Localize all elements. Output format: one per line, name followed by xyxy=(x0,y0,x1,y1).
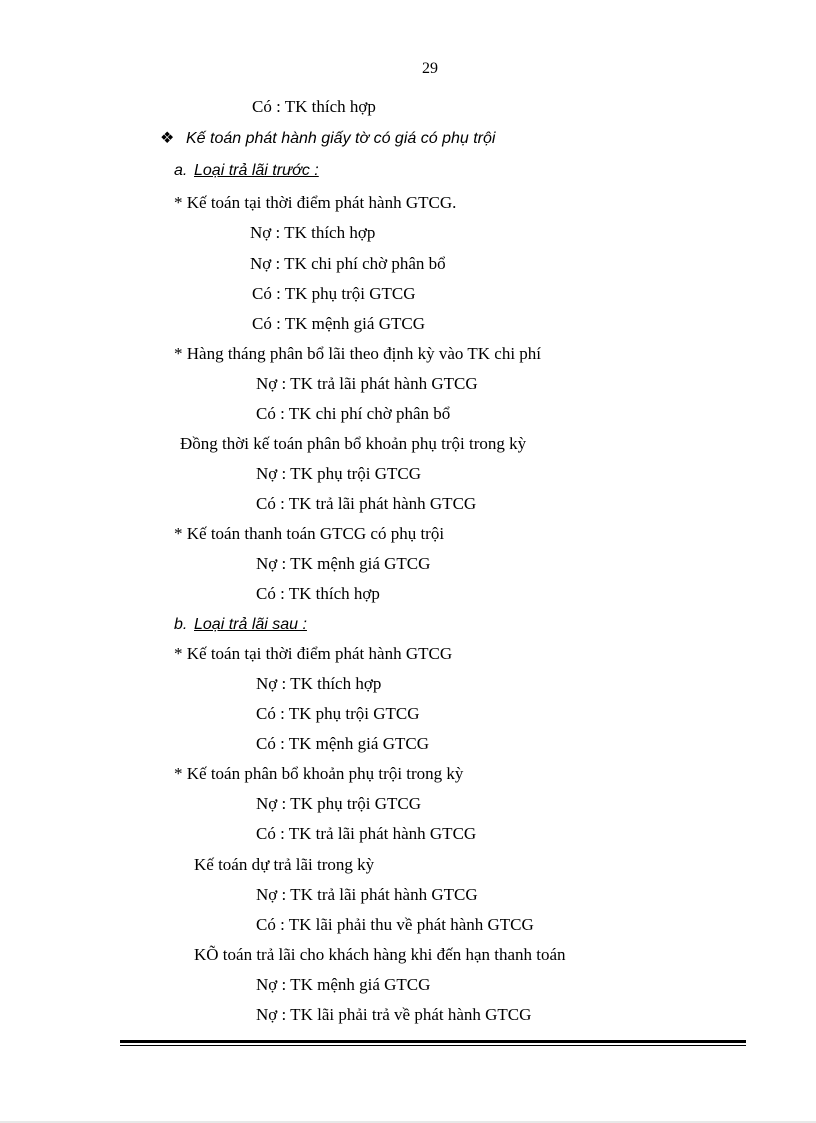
text-line: Nợ : TK lãi phải trả về phát hành GTCG xyxy=(256,1005,532,1024)
subsection-letter: a. xyxy=(174,162,188,179)
text-line: Nợ : TK mệnh giá GTCG xyxy=(256,554,431,573)
text-line: * Kế toán thanh toán GTCG có phụ trội xyxy=(174,524,445,543)
text-line: * Kế toán tại thời điểm phát hành GTCG. xyxy=(174,193,457,212)
footer-rule-thick xyxy=(120,1040,746,1043)
subsection-title: Loại trả lãi sau : xyxy=(194,616,307,633)
text-line: Có : TK thích hợp xyxy=(256,584,380,603)
footer-rule-thin xyxy=(120,1045,746,1046)
page-number: 29 xyxy=(422,60,438,77)
text-line: Đồng thời kế toán phân bổ khoản phụ trội trong kỳ xyxy=(180,434,527,453)
text-line: Có : TK lãi phải thu về phát hành GTCG xyxy=(256,915,534,934)
text-line: Nợ : TK chi phí chờ phân bổ xyxy=(250,254,446,273)
text-line: KÕ toán trả lãi cho khách hàng khi đến hạn thanh toán xyxy=(194,945,566,964)
diamond-bullet-icon: ❖ xyxy=(160,130,175,147)
text-line: Có : TK mệnh giá GTCG xyxy=(252,314,425,333)
text-line: Có : TK phụ trội GTCG xyxy=(256,704,420,723)
text-line: Nợ : TK mệnh giá GTCG xyxy=(256,975,431,994)
subsection-title: Loại trả lãi trước : xyxy=(194,162,319,179)
text-line: Nợ : TK phụ trội GTCG xyxy=(256,794,421,813)
text-line: Có : TK trả lãi phát hành GTCG xyxy=(256,494,477,513)
text-line: * Kế toán phân bổ khoản phụ trội trong kỳ xyxy=(174,764,464,783)
text-line: Có : TK trả lãi phát hành GTCG xyxy=(256,824,477,843)
text-line: Có : TK chi phí chờ phân bổ xyxy=(256,404,451,423)
subsection-letter: b. xyxy=(174,616,188,633)
text-line: Nợ : TK thích hợp xyxy=(256,674,382,693)
text-line: Có : TK mệnh giá GTCG xyxy=(256,734,429,753)
section-heading: Kế toán phát hành giấy tờ có giá có phụ trội xyxy=(186,130,496,147)
text-line: * Kế toán tại thời điểm phát hành GTCG xyxy=(174,644,453,663)
text-line: Kế toán dự trả lãi trong kỳ xyxy=(194,855,375,874)
text-line: Nợ : TK trả lãi phát hành GTCG xyxy=(256,374,478,393)
text-line: Nợ : TK phụ trội GTCG xyxy=(256,464,421,483)
text-line: Có : TK phụ trội GTCG xyxy=(252,284,416,303)
text-line: Có : TK thích hợp xyxy=(252,97,376,116)
text-line: * Hàng tháng phân bổ lãi theo định kỳ vào TK chi phí xyxy=(174,344,542,363)
text-line: Nợ : TK thích hợp xyxy=(250,223,376,242)
text-line: Nợ : TK trả lãi phát hành GTCG xyxy=(256,885,478,904)
